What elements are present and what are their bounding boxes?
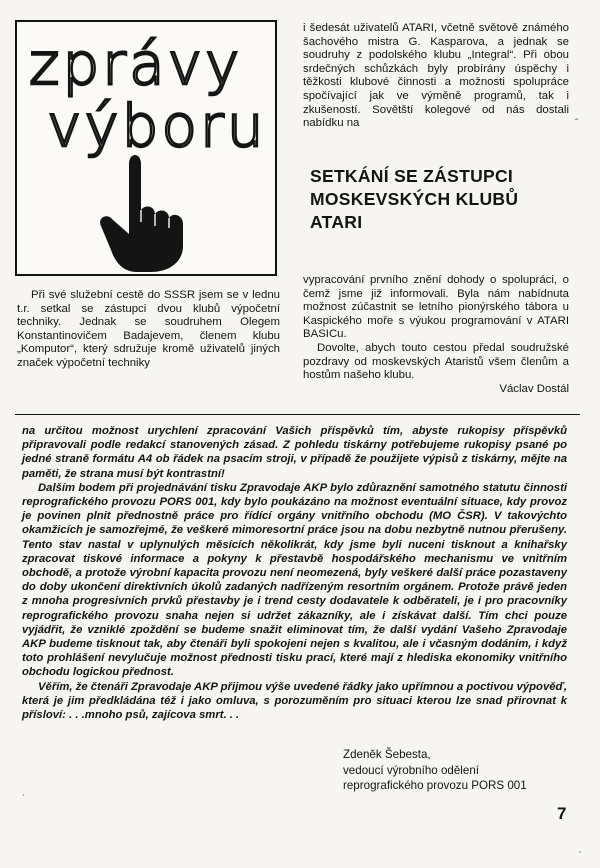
article-headline: [310, 165, 580, 234]
left-column-text: [17, 289, 280, 371]
logo-line-1: zprávy: [29, 30, 243, 98]
page-number: 7: [557, 804, 567, 823]
headline-line-1: SETKÁNÍ SE ZÁSTUPCI: [310, 166, 514, 186]
right-column-text: [303, 274, 569, 396]
pointing-hand-icon: [100, 155, 183, 272]
paragraph: Při své služební cestě do SSSR jsem se v lednu t.r. setkal se zástupci dvou klubů výpočetní techniky. Jednak se soudruhem Olegem Konstantinovičem Badajevem, členem klubu „Komputor“, který sdružuje kromě uživatelů jiných značek výpočetní techniky: [17, 289, 280, 369]
paragraph: i šedesát uživatelů ATARI, včetně světově známého šachového mistra G. Kasparova, a jednak se soudruhy z podolského klubu „Integral“. Při obou srdečných schůzkách byly probírány úspěchy i těžkosti klubové činnosti a možnosti spolupráce spočívající jak ve výměně programů, tak i zkušeností. Sovětští kolegové od nás dostali nabídku na: [303, 22, 569, 130]
top-right-text: [303, 22, 569, 131]
stray-mark: ˆ: [575, 118, 579, 129]
headline-line-3: ATARI: [310, 212, 363, 232]
paragraph: Dovolte, abych touto cestou předal soudružské pozdravy od moskevských Ataristů všem členům a hostům našeho klubu.: [303, 341, 569, 382]
signature-role-1: vedoucí výrobního odělení: [343, 763, 480, 777]
logo-graphic: [17, 22, 275, 274]
section-logo: [15, 20, 277, 276]
paragraph: vypracování prvního znění dohody o spolupráci, o čemž jsme již informovali. Byla nám nabídnuta možnost zúčastnit se letního pionýrského tábora u Kaspického moře s výukou programování v ATARI BASICu.: [303, 274, 569, 341]
paragraph: Věřím, že čtenáři Zpravodaje AKP přijmou výše uvedené řádky jako upřímnou a poctivou výpověď, která je jim předkládána též i jako omluva, s porozuměním pro situaci kterou lze snad přirovnat k přísloví: . . .mnoho psů, zajícova smrt. . .: [22, 680, 567, 722]
article-body: [22, 424, 567, 722]
headline-line-2: MOSKEVSKÝCH KLUBŮ: [310, 189, 519, 209]
signature-name: Zdeněk Šebesta,: [343, 748, 431, 761]
paragraph: na určitou možnost urychlení zpracování Vašich příspěvků tím, abyste rukopisy příspěvků připravovali podle redakcí stanovených zásad. Z pohledu tiskárny potřebujeme rukopisy psané po jedné straně formátu A4 ob řádek na psacím stroji, v případě že použijete výpisů z tiskárny, mějte na paměti, že strana musí být kontrastní!: [22, 425, 567, 480]
author-signature: Václav Dostál: [499, 382, 569, 395]
signature-role-2: reprografického provozu PORS 001: [343, 779, 527, 792]
paragraph: Dalším bodem při projednávání tisku Zpravodaje AKP bylo zdůraznění samotného statutu činnosti reprografického provozu PORS 001, kdy bylo poukázáno na možnost eventuální situace, kdy provoz je povinen plnit přednostně práce pro řídící orgány vnitřního obchodu (MO ČSR). V takovýchto okamžicích je samozřejmé, že veškeré mimoresortní práce jsou na dobu nezbytně nutnou přerušeny. Tento stav nastal v uplynulých měsících několikrát, kdy jsme byli nuceni tisknout a knihařsky zpracovat tiskové informace a pokyny k přestavbě hospodářského mechanismu ve vnitřním obchodě, a protože výrobní kapacita provozu není neomezená, byly veškeré další práce pozastaveny do doby ukončení direktivních úkolů zadaných nadřízeným resortním orgánem. Protože právě jeden z mnoha progresivních prvků přestavby je i trend cesty dodavatele k odběrateli, je i pro pracovníky reprografického provozu snaha nejen si udržet zákazníky, ale i získávat další. Tím chci pouze vyjádřit, že vzniklé zpoždění se budeme snažit eliminovat tím, že další vydání Vašeho Zpravodaje AKP budeme tisknout tak, aby čtenáři byli spokojeni nejen s kvalitou, ale i včasným dodáním, i když toto prohlášení nevylučuje možnost přednosti tisku prací, které mají z hlediska ekonomiky vnitřního obchodu logickou přednost.: [22, 481, 567, 679]
section-divider: [15, 414, 580, 415]
stray-mark: ˌ: [22, 786, 26, 797]
signature-block: [343, 747, 583, 794]
stray-mark: ˏ: [578, 843, 582, 854]
logo-line-2: výboru: [47, 92, 267, 160]
